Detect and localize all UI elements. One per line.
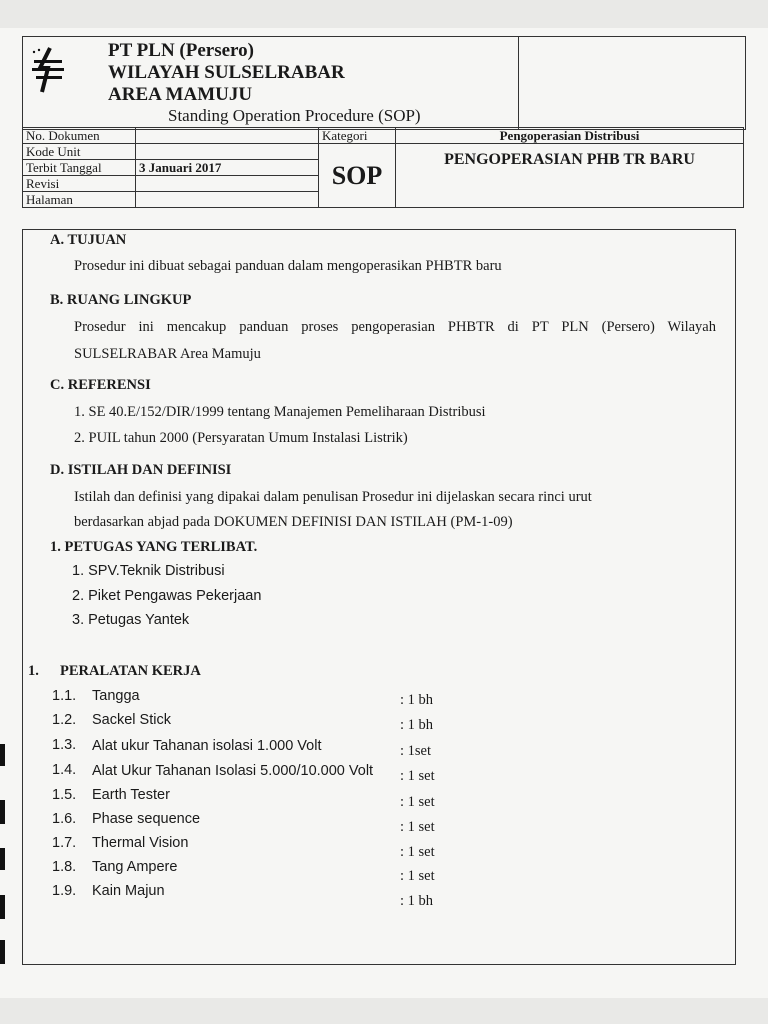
tool-number: 1.1. — [52, 688, 77, 704]
section-d-text-line-2: berdasarkan abjad pada DOKUMEN DEFINISI DAN ISTILAH (PM-1-09) — [74, 514, 513, 530]
tool-quantity: : 1 set — [400, 819, 435, 835]
section-b-text-line-1: Prosedur ini mencakup panduan proses pengoperasian PHBTR di PT PLN (Persero) Wilayah — [74, 319, 716, 335]
tool-quantity: : 1set — [400, 743, 432, 759]
tool-quantity: : 1 set — [400, 844, 435, 860]
halaman-value — [136, 192, 319, 208]
document-meta-table — [22, 127, 744, 208]
tool-name: Earth Tester — [92, 787, 170, 803]
tool-name: Alat ukur Tahanan isolasi 1.000 Volt — [92, 738, 322, 754]
tool-quantity: : 1 set — [400, 794, 435, 810]
kategori-value: Pengoperasian Distribusi — [396, 128, 744, 144]
tool-name: Thermal Vision — [92, 835, 189, 851]
kode-unit-value — [136, 144, 319, 160]
binder-mark — [0, 744, 5, 766]
tool-quantity: : 1 bh — [400, 692, 434, 708]
tool-number: 1.3. — [52, 737, 77, 753]
section-d-heading: D. ISTILAH DAN DEFINISI — [50, 462, 232, 478]
section-c-heading: C. REFERENSI — [50, 377, 151, 393]
pln-logo-icon — [30, 46, 66, 94]
section-d-text-line-1: Istilah dan definisi yang dipakai dalam penulisan Prosedur ini dijelaskan secara rinci urut — [74, 489, 592, 505]
section-f-heading: PERALATAN KERJA — [60, 663, 201, 679]
tool-quantity: : 1 bh — [400, 717, 434, 733]
tool-name: Kain Majun — [92, 883, 165, 899]
sop-label: SOP — [319, 144, 396, 208]
revisi-label: Revisi — [23, 176, 136, 192]
section-a-text: Prosedur ini dibuat sebagai panduan dalam mengoperasikan PHBTR baru — [74, 258, 502, 274]
tool-number: 1.4. — [52, 762, 77, 778]
tool-name: Tang Ampere — [92, 859, 178, 875]
personnel-item: 2. Piket Pengawas Pekerjaan — [72, 588, 262, 604]
reference-item: 1. SE 40.E/152/DIR/1999 tentang Manajemen Pemeliharaan Distribusi — [74, 404, 486, 420]
section-e-heading: 1. PETUGAS YANG TERLIBAT. — [50, 539, 258, 555]
sop-title: Standing Operation Procedure (SOP) — [168, 106, 421, 125]
company-name — [108, 40, 345, 106]
tool-name: Sackel Stick — [92, 712, 171, 728]
no-dokumen-label: No. Dokumen — [23, 128, 136, 144]
personnel-item: 3. Petugas Yantek — [72, 612, 190, 628]
tool-number: 1.9. — [52, 883, 77, 899]
company-line-1: PT PLN (Persero) — [108, 40, 254, 61]
kode-unit-label: Kode Unit — [23, 144, 136, 160]
revisi-value — [136, 176, 319, 192]
company-line-2: WILAYAH SULSELRABAR — [108, 62, 345, 83]
section-f-number: 1. — [28, 663, 39, 679]
tool-quantity: : 1 bh — [400, 893, 434, 909]
header-blank-box — [518, 36, 746, 130]
company-line-3: AREA MAMUJU — [108, 84, 253, 105]
no-dokumen-value — [136, 128, 319, 144]
tool-number: 1.5. — [52, 787, 77, 803]
tool-name: Phase sequence — [92, 811, 201, 827]
binder-mark — [0, 940, 5, 964]
tool-number: 1.7. — [52, 835, 77, 851]
tool-quantity: : 1 set — [400, 868, 435, 884]
tool-number: 1.8. — [52, 859, 77, 875]
tool-number: 1.2. — [52, 712, 77, 728]
terbit-tanggal-value: 3 Januari 2017 — [136, 160, 319, 176]
tool-name: Tangga — [92, 688, 140, 704]
tool-number: 1.6. — [52, 811, 77, 827]
kategori-label: Kategori — [319, 128, 396, 144]
document-title: PENGOPERASIAN PHB TR BARU — [396, 144, 744, 208]
tool-name: Alat Ukur Tahanan Isolasi 5.000/10.000 Volt — [92, 763, 374, 779]
binder-mark — [0, 895, 5, 919]
reference-item: 2. PUIL tahun 2000 (Persyaratan Umum Instalasi Listrik) — [74, 430, 408, 446]
personnel-item: 1. SPV.Teknik Distribusi — [72, 563, 225, 579]
section-b-heading: B. RUANG LINGKUP — [50, 292, 192, 308]
terbit-tanggal-label: Terbit Tanggal — [23, 160, 136, 176]
binder-mark — [0, 800, 5, 824]
tool-quantity: : 1 set — [400, 768, 435, 784]
section-b-text-line-2: SULSELRABAR Area Mamuju — [74, 346, 261, 362]
binder-mark — [0, 848, 5, 870]
section-a-heading: A. TUJUAN — [50, 232, 127, 248]
halaman-label: Halaman — [23, 192, 136, 208]
